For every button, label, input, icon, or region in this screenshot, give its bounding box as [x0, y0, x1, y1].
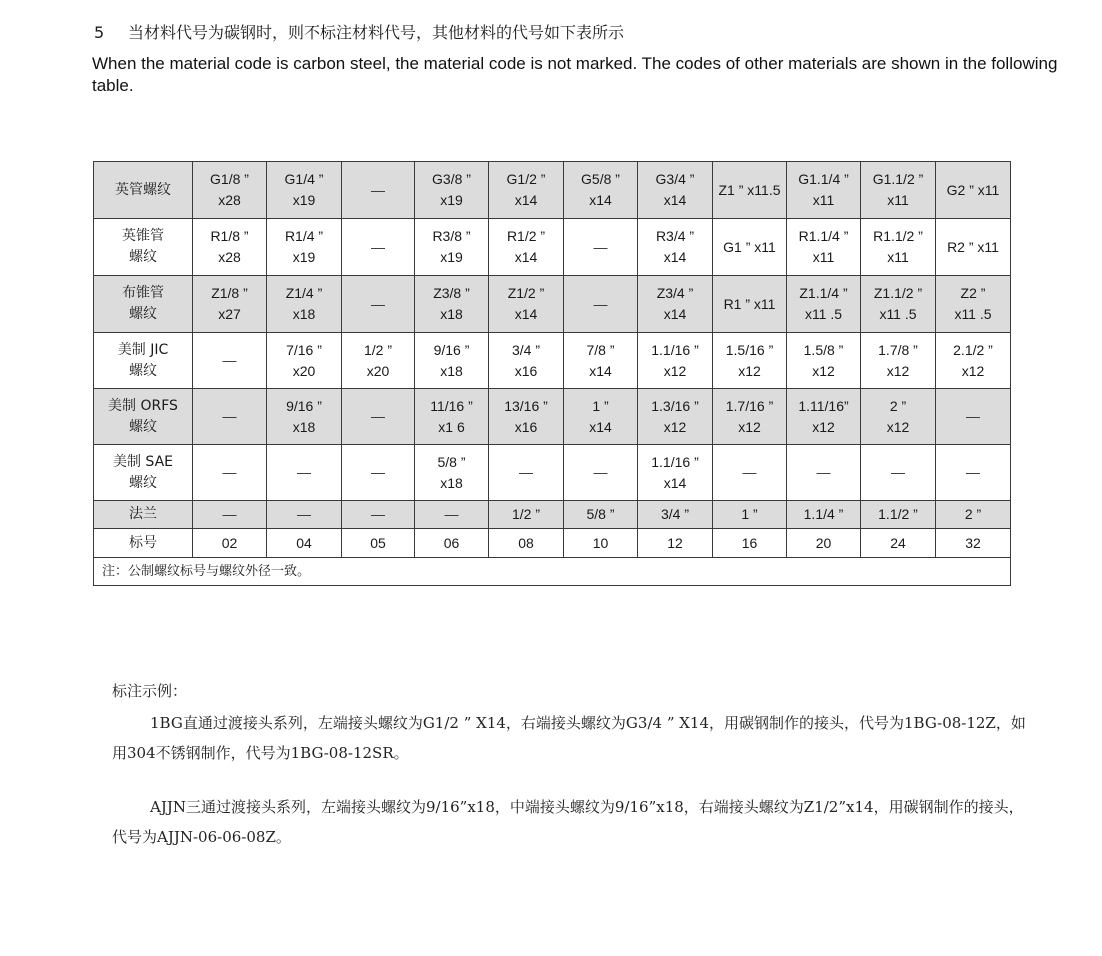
table-cell: Z3/4 ” x14	[638, 276, 713, 333]
table-cell: R2 ” x11	[936, 219, 1011, 276]
row-header: 英管螺纹	[94, 162, 193, 219]
example-paragraph-1: 1BG直通过渡接头系列，左端接头螺纹为G1/2 ” X14，右端接头螺纹为G3/4 ” X14，用碳钢制作的接头，代号为1BG-08-12Z，如用304不锈钢制作，代号为1BG-08-12SR。	[112, 714, 1026, 762]
table-cell: G3/8 ” x19	[415, 162, 489, 219]
table-cell: 1.11/16” x12	[787, 389, 861, 445]
table-cell: R1.1/4 ” x11	[787, 219, 861, 276]
table-cell: G2 ” x11	[936, 162, 1011, 219]
table-cell: 1.7/8 ” x12	[861, 333, 936, 389]
table-cell: 12	[638, 529, 713, 558]
table-row	[94, 529, 1011, 558]
table-cell: 2.1/2 ” x12	[936, 333, 1011, 389]
row-header: 美制 ORFS 螺纹	[94, 389, 193, 445]
table-cell: 1 ” x14	[564, 389, 638, 445]
table-cell: 06	[415, 529, 489, 558]
table-cell: G1 ” x11	[713, 219, 787, 276]
table-cell: 1.1/16 ” x14	[638, 445, 713, 501]
section-number: 5	[94, 23, 105, 42]
table-cell: 7/8 ” x14	[564, 333, 638, 389]
table-cell: 1.1/16 ” x12	[638, 333, 713, 389]
table-cell: R1/4 ” x19	[267, 219, 342, 276]
table-cell: 3/4 ”	[638, 501, 713, 529]
table-cell: Z3/8 ” x18	[415, 276, 489, 333]
table-cell: —	[564, 445, 638, 501]
table-cell: 1 ”	[713, 501, 787, 529]
table-cell: 1.3/16 ” x12	[638, 389, 713, 445]
table-cell: 1.5/16 ” x12	[713, 333, 787, 389]
table-cell: Z1/8 ” x27	[193, 276, 267, 333]
section-heading-en: When the material code is carbon steel, the material code is not marked. The codes of other materials are shown in the following table.	[92, 54, 1058, 95]
table-cell: —	[787, 445, 861, 501]
table-cell: R3/8 ” x19	[415, 219, 489, 276]
table-cell: —	[193, 445, 267, 501]
table-row	[94, 389, 1011, 445]
table-cell: —	[564, 219, 638, 276]
table-cell: Z1 ” x11.5	[713, 162, 787, 219]
table-cell: 20	[787, 529, 861, 558]
table-cell: —	[342, 162, 415, 219]
table-cell: G1.1/2 ” x11	[861, 162, 936, 219]
table-cell: G1.1/4 ” x11	[787, 162, 861, 219]
table-cell: 04	[267, 529, 342, 558]
table-cell: —	[193, 333, 267, 389]
table-cell: 1.1/4 ”	[787, 501, 861, 529]
table-cell: Z2 ” x11 .5	[936, 276, 1011, 333]
table-cell: 02	[193, 529, 267, 558]
table-cell: 05	[342, 529, 415, 558]
row-header: 布锥管 螺纹	[94, 276, 193, 333]
table-cell: Z1/4 ” x18	[267, 276, 342, 333]
table-note: 注：公制螺纹标号与螺纹外径一致。	[94, 558, 1011, 586]
table-cell: —	[342, 389, 415, 445]
section-heading-text: 当材料代号为碳钢时，则不标注材料代号，其他材料的代号如下表所示	[128, 23, 625, 42]
row-header: 法兰	[94, 501, 193, 529]
table-cell: —	[713, 445, 787, 501]
table-cell: —	[342, 219, 415, 276]
row-header: 美制 JIC 螺纹	[94, 333, 193, 389]
table-cell: R1/8 ” x28	[193, 219, 267, 276]
table-cell: 2 ”	[936, 501, 1011, 529]
table-cell: 2 ” x12	[861, 389, 936, 445]
table-cell: —	[267, 445, 342, 501]
table-cell: 32	[936, 529, 1011, 558]
table-cell: —	[564, 276, 638, 333]
table-cell: —	[936, 445, 1011, 501]
table-cell: 9/16 ” x18	[415, 333, 489, 389]
table-cell: 5/8 ”	[564, 501, 638, 529]
table-cell: —	[415, 501, 489, 529]
table-cell: 9/16 ” x18	[267, 389, 342, 445]
table-cell: 24	[861, 529, 936, 558]
table-cell: G5/8 ” x14	[564, 162, 638, 219]
table-cell: —	[193, 501, 267, 529]
table-cell: 3/4 ” x16	[489, 333, 564, 389]
example-paragraph-2: AJJN三通过渡接头系列，左端接头螺纹为9/16”x18，中端接头螺纹为9/16”x18，右端接头螺纹为Z1/2”x14，用碳钢制作的接头，代号为AJJN-06-06-08Z。	[112, 798, 1024, 846]
table-cell: 11/16 ” x1 6	[415, 389, 489, 445]
table-cell: 1.7/16 ” x12	[713, 389, 787, 445]
table-row	[94, 501, 1011, 529]
row-header: 标号	[94, 529, 193, 558]
table-cell: —	[489, 445, 564, 501]
table-cell: 08	[489, 529, 564, 558]
table-cell: R1.1/2 ” x11	[861, 219, 936, 276]
row-header: 美制 SAE 螺纹	[94, 445, 193, 501]
table-note-row	[94, 558, 1011, 586]
table-cell: 1.1/2 ”	[861, 501, 936, 529]
table-cell: G1/8 ” x28	[193, 162, 267, 219]
table-cell: G1/4 ” x19	[267, 162, 342, 219]
example-title: 标注示例：	[112, 682, 188, 700]
table-cell: 10	[564, 529, 638, 558]
material-code-table	[93, 161, 1011, 586]
table-cell: —	[342, 445, 415, 501]
table-cell: R1/2 ” x14	[489, 219, 564, 276]
table-cell: 5/8 ” x18	[415, 445, 489, 501]
table-row	[94, 162, 1011, 219]
table-cell: Z1/2 ” x14	[489, 276, 564, 333]
table-cell: —	[936, 389, 1011, 445]
table-cell: Z1.1/4 ” x11 .5	[787, 276, 861, 333]
table-cell: —	[342, 276, 415, 333]
table-cell: R1 ” x11	[713, 276, 787, 333]
table-cell: —	[193, 389, 267, 445]
table-cell: G1/2 ” x14	[489, 162, 564, 219]
table-cell: 1/2 ”	[489, 501, 564, 529]
table-row	[94, 333, 1011, 389]
table-cell: 13/16 ” x16	[489, 389, 564, 445]
table-cell: —	[861, 445, 936, 501]
table-cell: R3/4 ” x14	[638, 219, 713, 276]
table-cell: —	[267, 501, 342, 529]
table-cell: 7/16 ” x20	[267, 333, 342, 389]
table-cell: —	[342, 501, 415, 529]
table-cell: 1.5/8 ” x12	[787, 333, 861, 389]
row-header: 英锥管 螺纹	[94, 219, 193, 276]
table-cell: G3/4 ” x14	[638, 162, 713, 219]
table-cell: Z1.1/2 ” x11 .5	[861, 276, 936, 333]
section-heading-cn	[94, 20, 624, 43]
table-row	[94, 445, 1011, 501]
table-cell: 16	[713, 529, 787, 558]
table-row	[94, 276, 1011, 333]
table-cell: 1/2 ” x20	[342, 333, 415, 389]
table-row	[94, 219, 1011, 276]
